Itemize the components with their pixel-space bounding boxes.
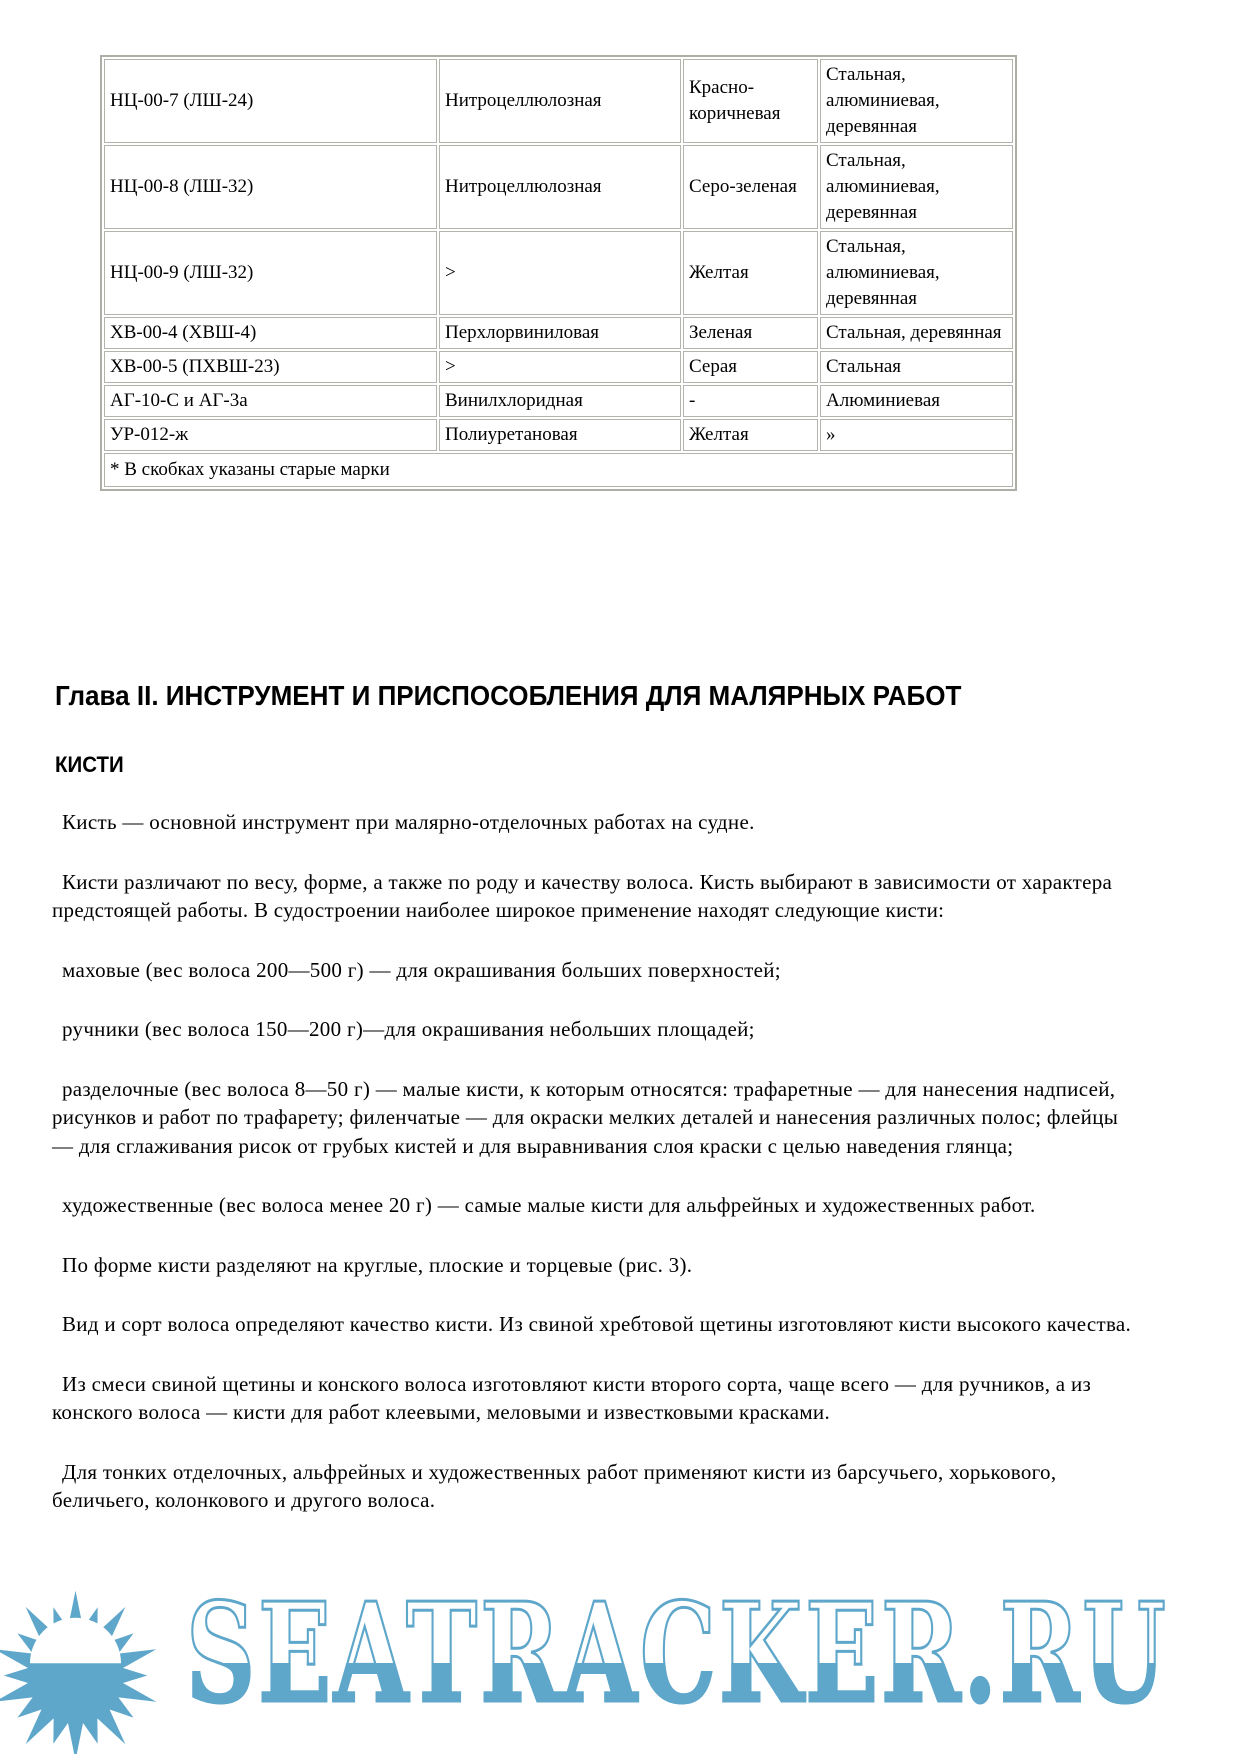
table-cell: >: [439, 231, 681, 315]
section-heading: КИСТИ: [55, 752, 124, 777]
table-cell: Винилхлоридная: [439, 385, 681, 417]
paints-table: [100, 55, 1017, 491]
paragraph: По форме кисти разделяют на круглые, плоские и торцевые (рис. 3).: [62, 1252, 693, 1277]
sun-rays-shape: [0, 1591, 156, 1754]
table-cell: Стальная, алюминиевая, деревянная: [820, 231, 1013, 315]
table-cell: Красно-коричневая: [683, 59, 818, 143]
table-cell: Зеленая: [683, 317, 818, 349]
page-content: [0, 55, 1239, 1515]
watermark-text: SEATRACKER.RU: [186, 1573, 1169, 1734]
table-cell: НЦ-00-9 (ЛШ-32): [104, 231, 437, 315]
table-cell: НЦ-00-8 (ЛШ-32): [104, 145, 437, 229]
table-cell: Нитроцеллюлозная: [439, 145, 681, 229]
sun-dome-shape: [30, 1618, 121, 1664]
paragraph: маховые (вес волоса 200—500 г) — для окрашивания больших поверхностей;: [62, 957, 781, 982]
table-cell: НЦ-00-7 (ЛШ-24): [104, 59, 437, 143]
paints-table-body: [104, 59, 1013, 487]
table-footnote-row: [104, 453, 1013, 487]
table-footnote: * В скобках указаны старые марки: [104, 453, 1013, 487]
table-cell: Стальная, алюминиевая, деревянная: [820, 59, 1013, 143]
paragraphs: [52, 808, 1137, 1515]
table-row: [104, 317, 1013, 349]
table-cell: »: [820, 419, 1013, 451]
table-cell: ХВ-00-4 (ХВШ-4): [104, 317, 437, 349]
table-row: [104, 231, 1013, 315]
table-row: [104, 385, 1013, 417]
table-cell: УР-012-ж: [104, 419, 437, 451]
table-cell: Нитроцеллюлозная: [439, 59, 681, 143]
paragraph: Для тонких отделочных, альфрейных и художественных работ применяют кисти из барсучьего, хорькового, беличьего, колонкового и другого волоса.: [52, 1459, 1057, 1512]
paragraph: ручники (вес волоса 150—200 г)—для окрашивания небольших площадей;: [62, 1017, 755, 1041]
table-cell: ХВ-00-5 (ПХВШ-23): [104, 351, 437, 383]
paragraph: разделочные (вес волоса 8—50 г) — малые кисти, к которым относятся: трафаретные — для нанесения надписей, рисунков и работ по трафарету; филенчатые — для окраски мелких деталей и нанесения различных полос; флейцы — для сглаживания рисок от грубых кистей и для выравнивания слоя краски с целью наведения глянца;: [52, 1076, 1119, 1158]
table-cell: Алюминиевая: [820, 385, 1013, 417]
table-cell: Перхлорвиниловая: [439, 317, 681, 349]
table-cell: Стальная, деревянная: [820, 317, 1013, 349]
table-cell: Стальная, алюминиевая, деревянная: [820, 145, 1013, 229]
paragraph: Вид и сорт волоса определяют качество кисти. Из свиной хребтовой щетины изготовляют кисти высокого качества.: [62, 1312, 1132, 1336]
paragraph: Кисть — основной инструмент при малярно-отделочных работах на судне.: [62, 810, 755, 834]
chapter-heading: Глава II. ИНСТРУМЕНТ И ПРИСПОСОБЛЕНИЯ ДЛЯ МАЛЯРНЫХ РАБОТ: [55, 680, 962, 711]
table-row: [104, 59, 1013, 143]
table-cell: Желтая: [683, 419, 818, 451]
table-cell: Серо-зеленая: [683, 145, 818, 229]
sun-icon: [0, 1588, 163, 1754]
table-cell: >: [439, 351, 681, 383]
table-cell: Стальная: [820, 351, 1013, 383]
paragraph: Из смеси свиной щетины и конского волоса изготовляют кисти второго сорта, чаще всего — для ручников, а из конского волоса — кисти для работ клеевыми, меловыми и известковыми красками.: [52, 1371, 1092, 1424]
table-cell: Желтая: [683, 231, 818, 315]
table-row: [104, 419, 1013, 451]
table-row: [104, 351, 1013, 383]
paragraph: художественные (вес волоса менее 20 г) — самые малые кисти для альфрейных и художественных работ.: [62, 1193, 1036, 1217]
table-row: [104, 145, 1013, 229]
table-cell: -: [683, 385, 818, 417]
table-cell: АГ-10-С и АГ-3а: [104, 385, 437, 417]
table-cell: Серая: [683, 351, 818, 383]
table-cell: Полиуретановая: [439, 419, 681, 451]
paragraph: Кисти различают по весу, форме, а также по роду и качеству волоса. Кисть выбирают в зависимости от характера предстоящей работы. В судостроении наиболее широкое применение находят следующие кисти:: [52, 869, 1113, 922]
